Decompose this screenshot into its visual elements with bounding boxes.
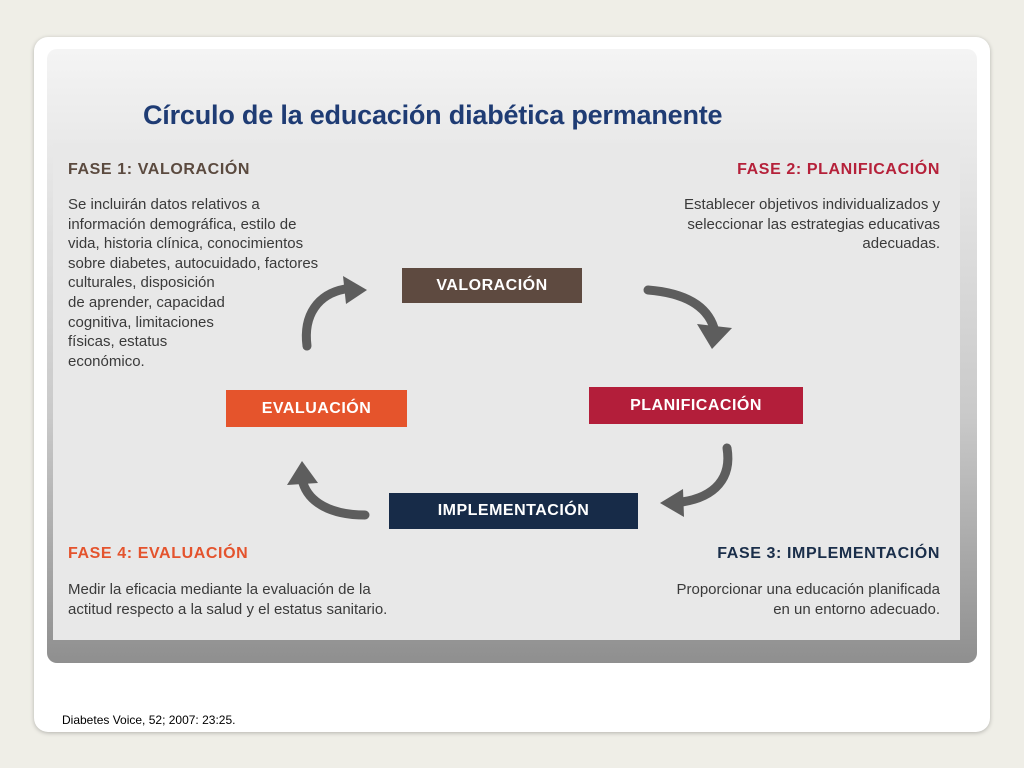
fase3-text: Proporcionar una educación planificada en un entorno adecuado. — [676, 581, 940, 618]
cycle-box-evaluacion: EVALUACIÓN — [226, 390, 407, 427]
fase3-title: FASE 3: IMPLEMENTACIÓN — [717, 545, 940, 562]
cycle-box-planificacion: PLANIFICACIÓN — [589, 387, 803, 424]
fase2-title: FASE 2: PLANIFICACIÓN — [737, 161, 940, 178]
arrowhead-valoracion-to-planificacion — [697, 324, 732, 349]
fase2-text: Establecer objetivos individualizados y seleccionar las estrategias educativas adecuadas. — [684, 196, 940, 253]
arrow-planificacion-to-implementacion — [682, 448, 728, 502]
cycle-box-implementacion: IMPLEMENTACIÓN — [389, 493, 638, 529]
arrow-implementacion-to-evaluacion — [303, 483, 365, 515]
arrow-evaluacion-to-valoracion — [306, 289, 345, 346]
fase1-title: FASE 1: VALORACIÓN — [68, 161, 251, 178]
arrowhead-implementacion-to-evaluacion — [287, 461, 318, 485]
slide-title: Círculo de la educación diabética permanente — [143, 100, 723, 130]
arrowhead-planificacion-to-implementacion — [660, 489, 684, 517]
arrow-valoracion-to-planificacion — [648, 290, 714, 328]
fase4-text: Medir la eficacia mediante la evaluación de la actitud respecto a la salud y el estatus sanitario. — [68, 581, 388, 618]
arrowhead-evaluacion-to-valoracion — [343, 276, 367, 304]
fase4-title: FASE 4: EVALUACIÓN — [68, 545, 249, 562]
fase1-text: Se incluirán datos relativos a información demográfica, estilo de vida, historia clínica, conocimientos sobre diabetes, autocuidado, factores culturales, disposición de aprender, capacidad cognitiva, limitaciones físicas, estatus económico. — [68, 196, 319, 370]
cycle-box-valoracion: VALORACIÓN — [402, 268, 582, 303]
source-citation: Diabetes Voice, 52; 2007: 23:25. — [62, 713, 236, 727]
